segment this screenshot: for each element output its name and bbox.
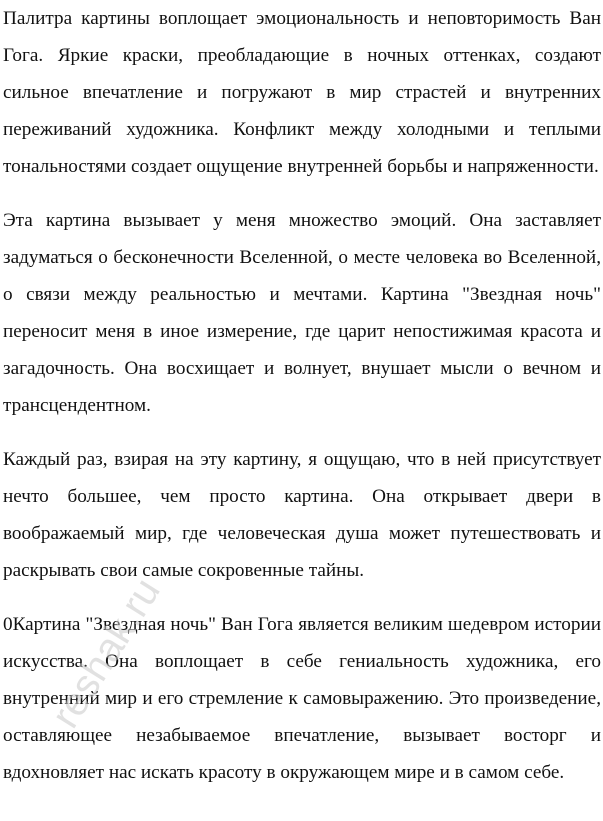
watermark-text: reshak.ru: [43, 570, 169, 736]
paragraph-2: Эта картина вызывает у меня множество эмоций. Она заставляет задуматься о бесконечности Вселенной, о месте человека во Вселенной, о связи между реальностью и мечтами. Картина "Звездная ночь" переносит меня в иное измерение, где царит непостижимая красота и загадочность. Она восхищает и волнует, внушает мысли о вечном и трансцендентном.: [3, 210, 601, 416]
paragraph-3: Каждый раз, взирая на эту картину, я ощущаю, что в ней присутствует нечто большее, чем просто картина. Она открывает двери в воображаемый мир, где человеческая душа может путешествовать и раскрывать свои самые сокровенные тайны.: [3, 449, 601, 581]
paragraph-4: 0Картина "Звездная ночь" Ван Гога является великим шедевром истории искусства. Она воплощает в себе гениальность художника, его внутренний мир и его стремление к самовыражению. Это произведение, оставляющее незабываемое впечатление, вызывает восторг и вдохновляет нас искать красоту в окружающем мире и в самом себе.: [3, 614, 601, 783]
paragraph-1: Палитра картины воплощает эмоциональность и неповторимость Ван Гога. Яркие краски, преобладающие в ночных оттенках, создают сильное впечатление и погружают в мир страстей и внутренних переживаний художника. Конфликт между холодными и теплыми тональностями создает ощущение внутренней борьбы и напряженности.: [3, 8, 601, 177]
